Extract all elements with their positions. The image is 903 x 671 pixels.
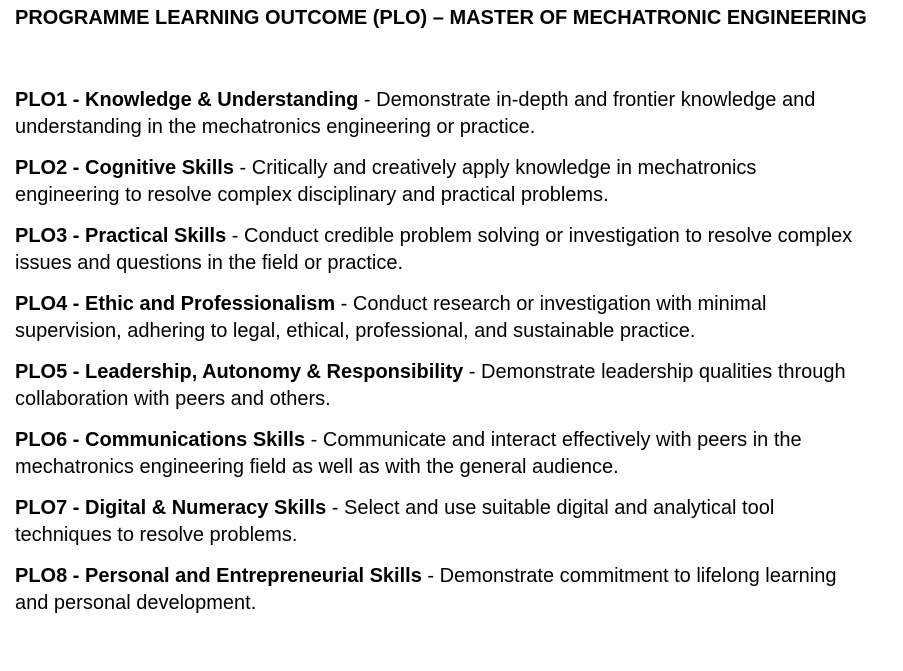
plo-item: PLO2 - Cognitive Skills - Critically and creatively apply knowledge in mechatronics engineering to resolve complex disciplinary and practical problems. [15, 157, 757, 206]
plo-heading: PLO7 - Digital & Numeracy Skills [15, 497, 327, 519]
plo-item: PLO6 - Communications Skills - Communicate and interact effectively with peers in the mechatronics engineering field as well as with the general audience. [15, 429, 802, 478]
plo-name: Communications Skills [85, 429, 306, 451]
plo-name: Ethic and Professionalism [85, 293, 336, 315]
plo-heading: PLO1 - Knowledge & Understanding [15, 89, 359, 111]
plo-name: Knowledge & Understanding [85, 89, 359, 111]
plo-item: PLO8 - Personal and Entrepreneurial Skills - Demonstrate commitment to lifelong learning and personal development. [15, 565, 837, 614]
plo-description: Demonstrate commitment to lifelong learning and personal development. [15, 565, 837, 614]
plo-item: PLO5 - Leadership, Autonomy & Responsibility - Demonstrate leadership qualities through collaboration with peers and others. [15, 361, 846, 410]
plo-description: Communicate and interact effectively with peers in the mechatronics engineering field as well as with the general audience. [15, 429, 802, 478]
plo-heading: PLO6 - Communications Skills [15, 429, 306, 451]
plo-code: PLO8 [15, 565, 68, 587]
plo-name: Personal and Entrepreneurial Skills [85, 565, 422, 587]
plo-description: Select and use suitable digital and analytical tool techniques to resolve problems. [15, 497, 775, 546]
document-title: PROGRAMME LEARNING OUTCOME (PLO) – MASTER OF MECHATRONIC ENGINEERING [15, 7, 867, 29]
plo-name: Digital & Numeracy Skills [85, 497, 327, 519]
plo-item: PLO7 - Digital & Numeracy Skills - Select and use suitable digital and analytical tool techniques to resolve problems. [15, 497, 775, 546]
plo-description: Demonstrate in-depth and frontier knowledge and understanding in the mechatronics engineering or practice. [15, 89, 816, 138]
plo-code: PLO7 [15, 497, 68, 519]
plo-heading: PLO5 - Leadership, Autonomy & Responsibility [15, 361, 464, 383]
plo-heading: PLO3 - Practical Skills [15, 225, 227, 247]
plo-name: Cognitive Skills [85, 157, 234, 179]
plo-name: Practical Skills [85, 225, 227, 247]
plo-code: PLO4 [15, 293, 68, 315]
plo-heading: PLO4 - Ethic and Professionalism [15, 293, 336, 315]
plo-heading: PLO8 - Personal and Entrepreneurial Skills [15, 565, 422, 587]
plo-name: Leadership, Autonomy & Responsibility [85, 361, 464, 383]
plo-code: PLO5 [15, 361, 68, 383]
plo-item: PLO4 - Ethic and Professionalism - Conduct research or investigation with minimal supervision, adhering to legal, ethical, professional, and sustainable practice. [15, 293, 767, 342]
plo-item: PLO1 - Knowledge & Understanding - Demonstrate in-depth and frontier knowledge and understanding in the mechatronics engineering or practice. [15, 89, 816, 138]
document-page [15, 4, 875, 631]
plo-description: Conduct credible problem solving or investigation to resolve complex issues and questions in the field or practice. [15, 225, 853, 274]
plo-item: PLO3 - Practical Skills - Conduct credible problem solving or investigation to resolve complex issues and questions in the field or practice. [15, 225, 853, 274]
plo-list [15, 87, 875, 617]
plo-heading: PLO2 - Cognitive Skills [15, 157, 234, 179]
plo-code: PLO2 [15, 157, 68, 179]
plo-description: Conduct research or investigation with minimal supervision, adhering to legal, ethical, professional, and sustainable practice. [15, 293, 767, 342]
plo-code: PLO1 [15, 89, 68, 111]
plo-code: PLO3 [15, 225, 68, 247]
plo-description: Demonstrate leadership qualities through collaboration with peers and others. [15, 361, 846, 410]
plo-code: PLO6 [15, 429, 68, 451]
plo-description: Critically and creatively apply knowledge in mechatronics engineering to resolve complex disciplinary and practical problems. [15, 157, 757, 206]
